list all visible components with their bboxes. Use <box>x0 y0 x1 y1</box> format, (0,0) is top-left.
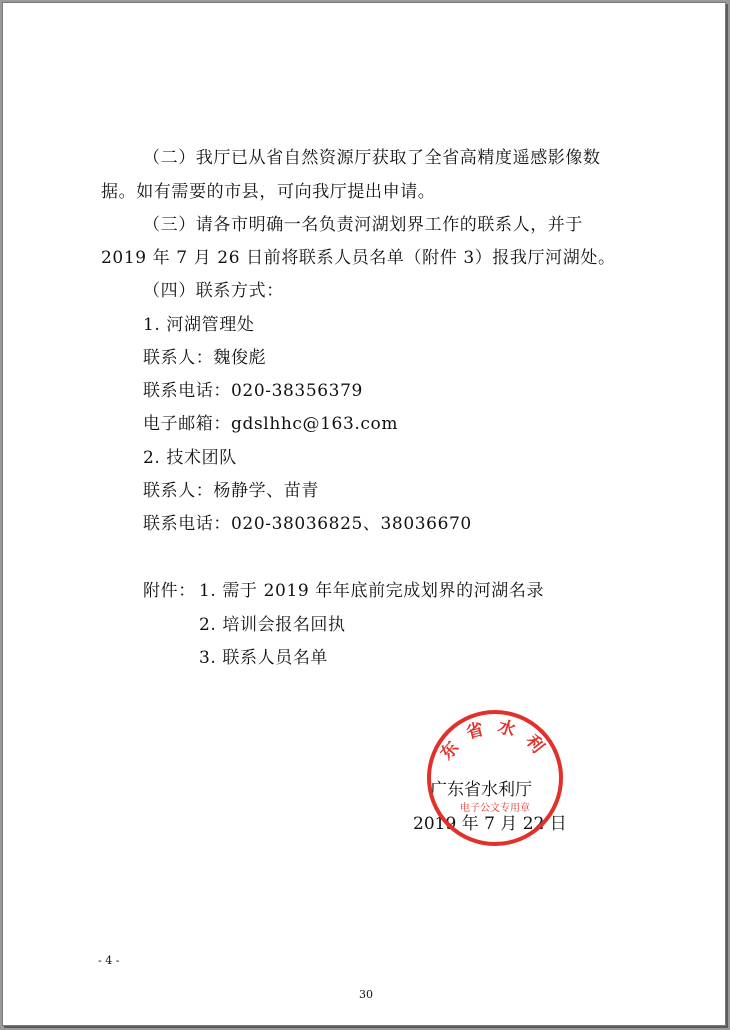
contact-1-person: 联系人：魏俊彪 <box>143 348 267 368</box>
contact-2-phone: 联系电话：020-38036825、38036670 <box>143 514 472 534</box>
seal-arc-text: 东省水利 <box>436 716 555 767</box>
page-marker: - 4 - <box>98 954 120 967</box>
signature-date: 2019 年 7 月 22 日 <box>413 814 567 834</box>
item-3-line-2: 2019 年 7 月 26 日前将联系人员名单（附件 3）报我厅河湖处。 <box>101 248 616 268</box>
item-3-line-1: （三）请各市明确一名负责河湖划界工作的联系人，并于 <box>143 215 583 235</box>
contact-1-phone: 联系电话：020-38356379 <box>143 381 363 401</box>
contact-2-name: 2. 技术团队 <box>143 448 237 468</box>
contact-1-name: 1. 河湖管理处 <box>143 315 255 335</box>
item-2-line-1: （二）我厅已从省自然资源厅获取了全省高精度遥感影像数 <box>143 148 601 168</box>
attachment-item-3: 3. 联系人员名单 <box>199 648 329 668</box>
page-number: 30 <box>359 988 373 1001</box>
contact-2-person: 联系人：杨静学、苗青 <box>143 481 319 501</box>
attachment-item-1: 1. 需于 2019 年年底前完成划界的河湖名录 <box>199 581 545 601</box>
official-seal <box>424 707 566 849</box>
document-page <box>2 2 726 1026</box>
signature-org: 广东省水利厅 <box>430 780 532 800</box>
contact-1-email: 电子邮箱：gdslhhc@163.com <box>143 414 399 434</box>
item-2-line-2: 据。如有需要的市县，可向我厅提出申请。 <box>101 182 436 202</box>
item-4-heading: （四）联系方式： <box>143 281 284 301</box>
seal-bottom-text: 电子公文专用章 <box>460 803 530 814</box>
attachment-item-2: 2. 培训会报名回执 <box>199 615 346 635</box>
attachments-label: 附件： <box>143 581 196 601</box>
